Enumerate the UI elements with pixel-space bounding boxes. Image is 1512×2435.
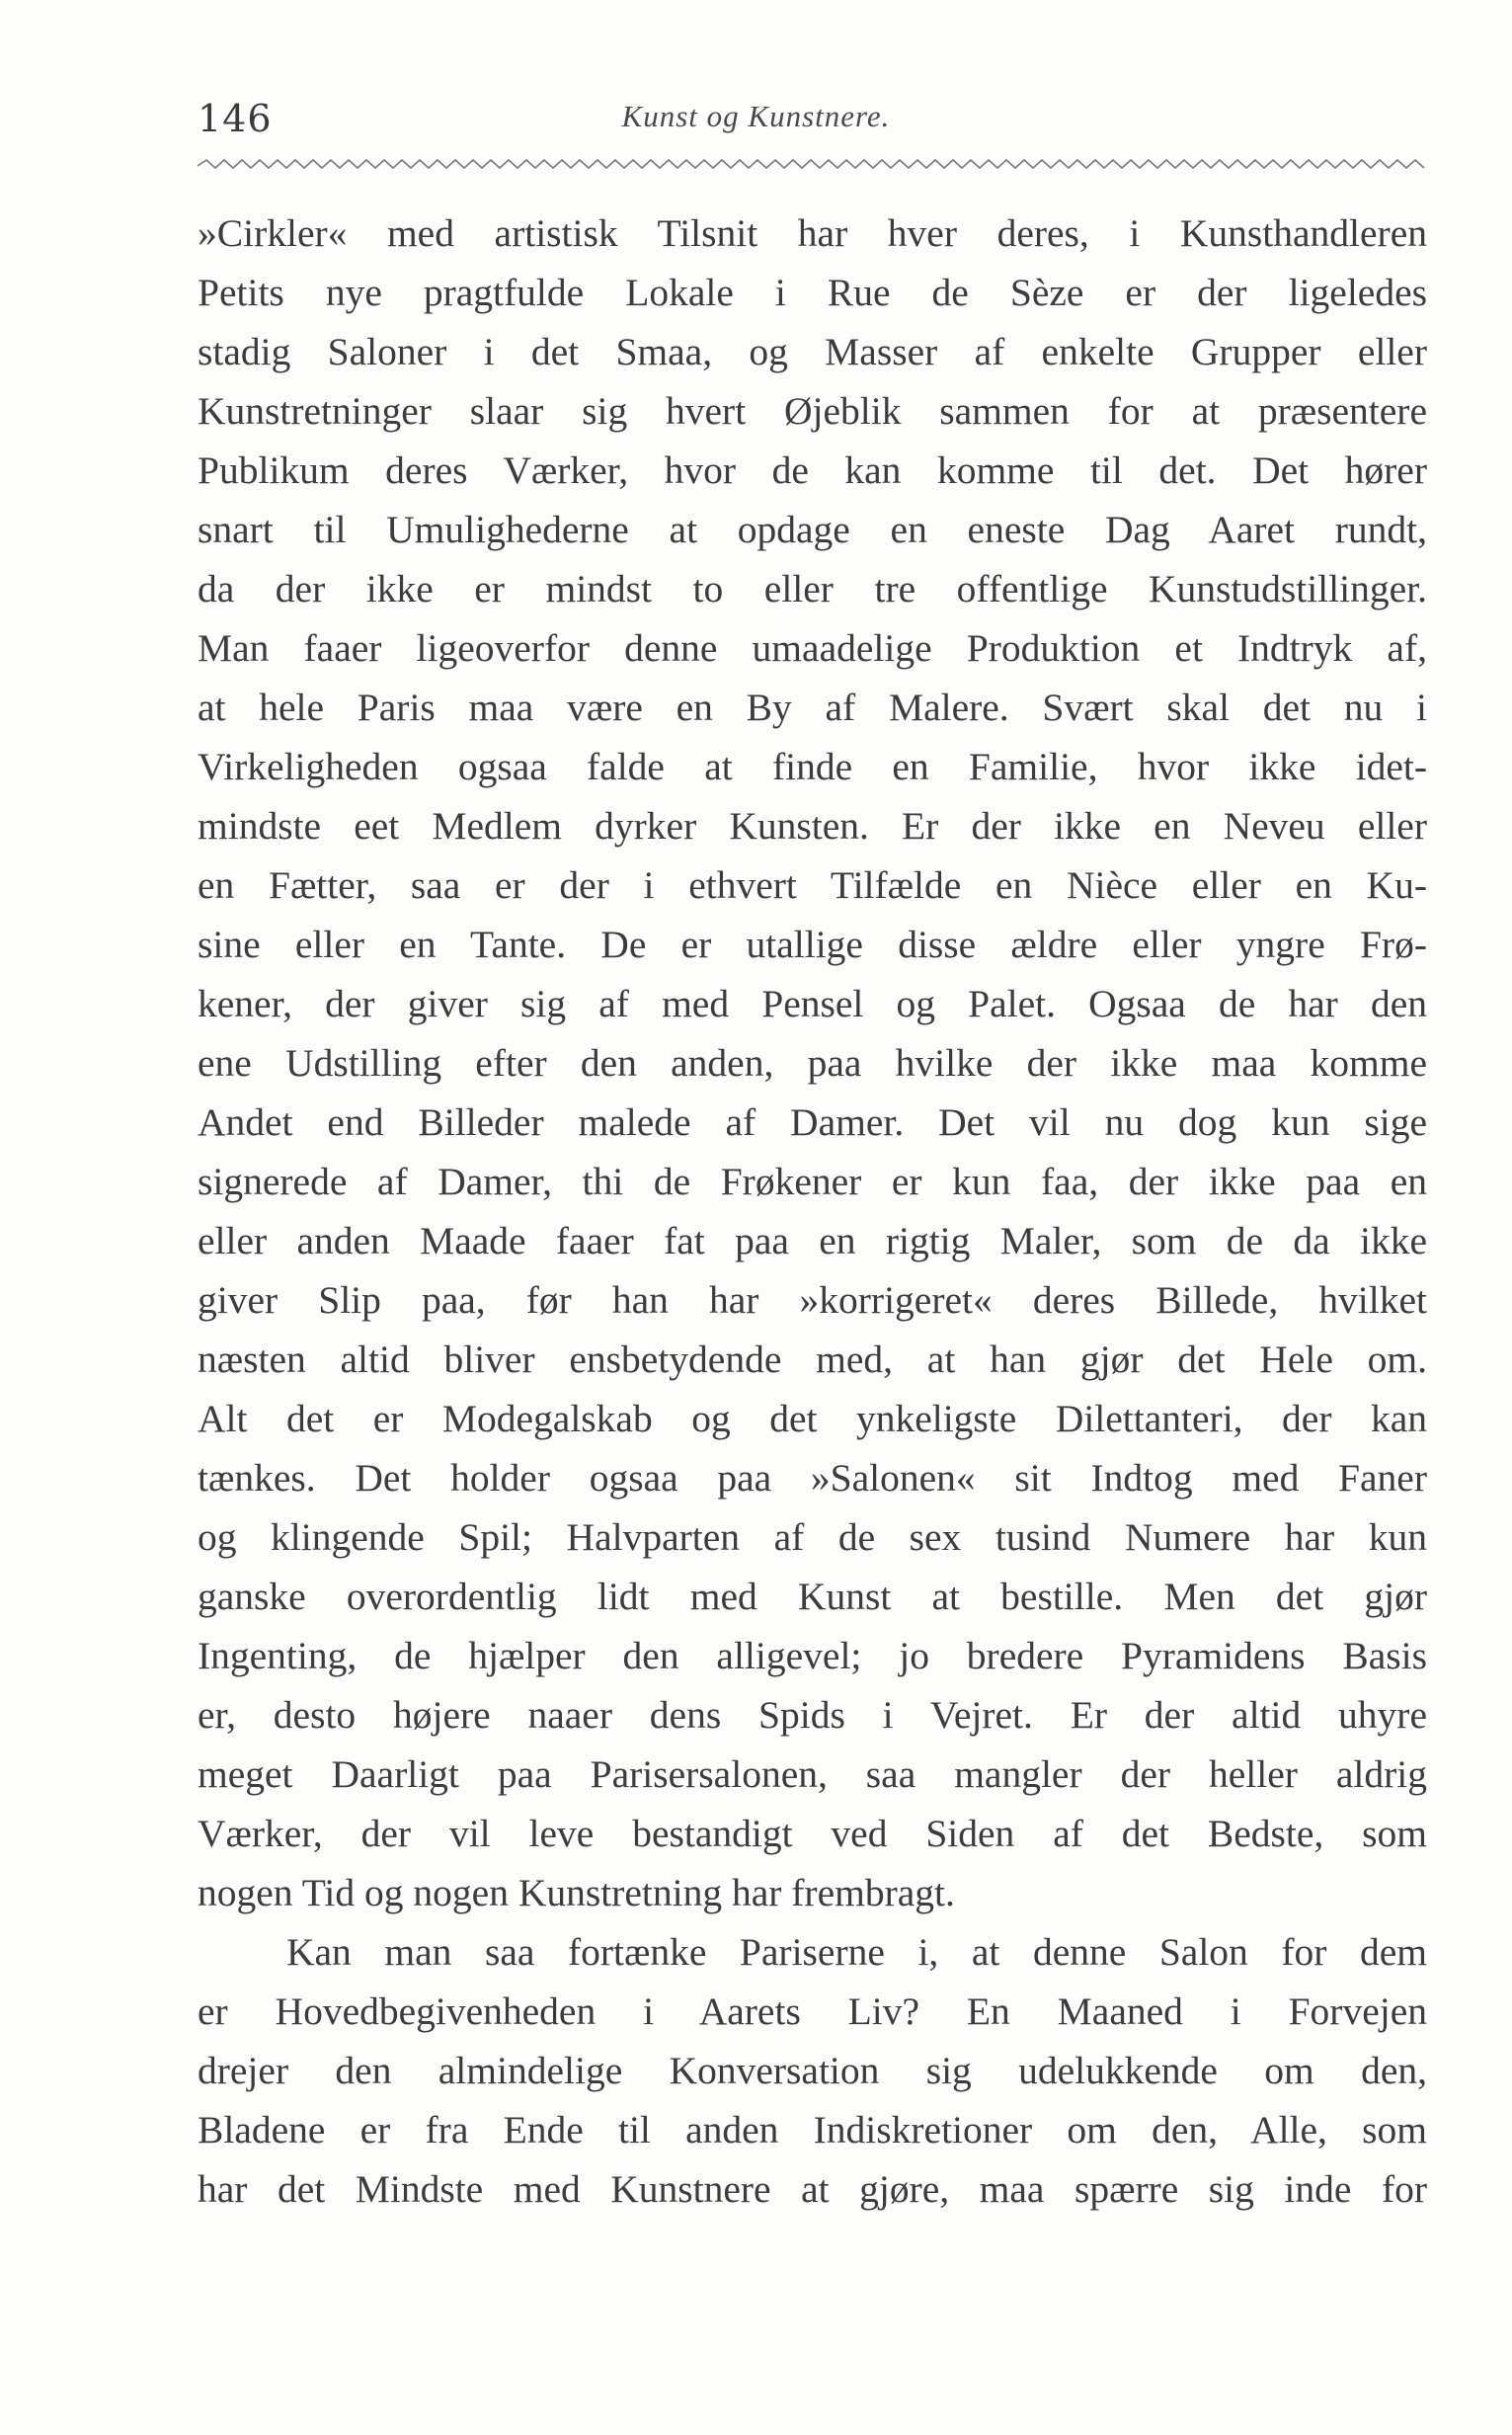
text-line: Petits nye pragtfulde Lokale i Rue de Sèze er der ligeledes [198, 271, 1427, 314]
text-line: Kunstretninger slaar sig hvert Øjeblik sammen for at præsentere [198, 389, 1427, 433]
text-line: snart til Umulighederne at opdage en eneste Dag Aaret rundt, [198, 508, 1427, 551]
text-line: da der ikke er mindst to eller tre offentlige Kunstudstillinger. [198, 567, 1427, 610]
text-line: ganske overordentlig lidt med Kunst at bestille. Men det gjør [198, 1575, 1427, 1618]
text-line: Man faaer ligeoverfor denne umaadelige Produktion et Indtryk af, [198, 626, 1427, 670]
text-line: Virkeligheden ogsaa falde at finde en Familie, hvor ikke idet- [198, 745, 1427, 788]
running-title: Kunst og Kunstnere. [621, 99, 891, 133]
text-line: og klingende Spil; Halvparten af de sex tusind Numere har kun [198, 1515, 1427, 1559]
text-line: har det Mindste med Kunstnere at gjøre, maa spærre sig inde for [198, 2167, 1427, 2211]
text-line: at hele Paris maa være en By af Malere. Svært skal det nu i [198, 686, 1427, 729]
page-number: 146 [198, 97, 273, 140]
text-line: en Fætter, saa er der i ethvert Tilfælde en Nièce eller en Ku- [198, 863, 1427, 907]
decorative-rule-ornament [198, 148, 1427, 178]
text-line: er Hovedbegivenheden i Aarets Liv? En Maaned i Forvejen [198, 1989, 1427, 2033]
text-line: Alt det er Modegalskab og det ynkeligste Dilettanteri, der kan [198, 1397, 1427, 1440]
body-text [198, 203, 1427, 2219]
text-line: Andet end Billeder malede af Damer. Det vil nu dog kun sige [198, 1100, 1427, 1144]
text-line: Ingenting, de hjælper den alligevel; jo bredere Pyramidens Basis [198, 1634, 1427, 1677]
text-line: Bladene er fra Ende til anden Indiskretioner om den, Alle, som [198, 2108, 1427, 2151]
text-line: drejer den almindelige Konversation sig udelukkende om den, [198, 2049, 1427, 2092]
text-line: eller anden Maade faaer fat paa en rigtig Maler, som de da ikke [198, 1219, 1427, 1262]
text-line: er, desto højere naaer dens Spids i Vejret. Er der altid uhyre [198, 1693, 1427, 1737]
text-line: Værker, der vil leve bestandigt ved Siden af det Bedste, som [198, 1812, 1427, 1855]
text-line: giver Slip paa, før han har »korrigeret« deres Billede, hvilket [198, 1278, 1427, 1322]
text-line: mindste eet Medlem dyrker Kunsten. Er der ikke en Neveu eller [198, 804, 1427, 848]
text-line: kener, der giver sig af med Pensel og Palet. Ogsaa de har den [198, 982, 1427, 1025]
text-line: Publikum deres Værker, hvor de kan komme til det. Det hører [198, 448, 1427, 492]
text-line: stadig Saloner i det Smaa, og Masser af enkelte Grupper eller [198, 330, 1427, 373]
text-line: meget Daarligt paa Parisersalonen, saa mangler der heller aldrig [198, 1752, 1427, 1796]
text-line: sine eller en Tante. De er utallige disse ældre eller yngre Frø- [198, 923, 1427, 966]
text-line: ene Udstilling efter den anden, paa hvilke der ikke maa komme [198, 1041, 1427, 1085]
text-line: nogen Tid og nogen Kunstretning har frembragt. [198, 1871, 955, 1914]
text-line: signerede af Damer, thi de Frøkener er kun faa, der ikke paa en [198, 1160, 1427, 1203]
text-line: tænkes. Det holder ogsaa paa »Salonen« sit Indtog med Faner [198, 1456, 1427, 1500]
text-line: Kan man saa fortænke Pariserne i, at denne Salon for dem [286, 1930, 1427, 1974]
text-line: »Cirkler« med artistisk Tilsnit har hver deres, i Kunsthandleren [198, 211, 1427, 255]
text-line: næsten altid bliver ensbetydende med, at han gjør det Hele om. [198, 1338, 1427, 1381]
